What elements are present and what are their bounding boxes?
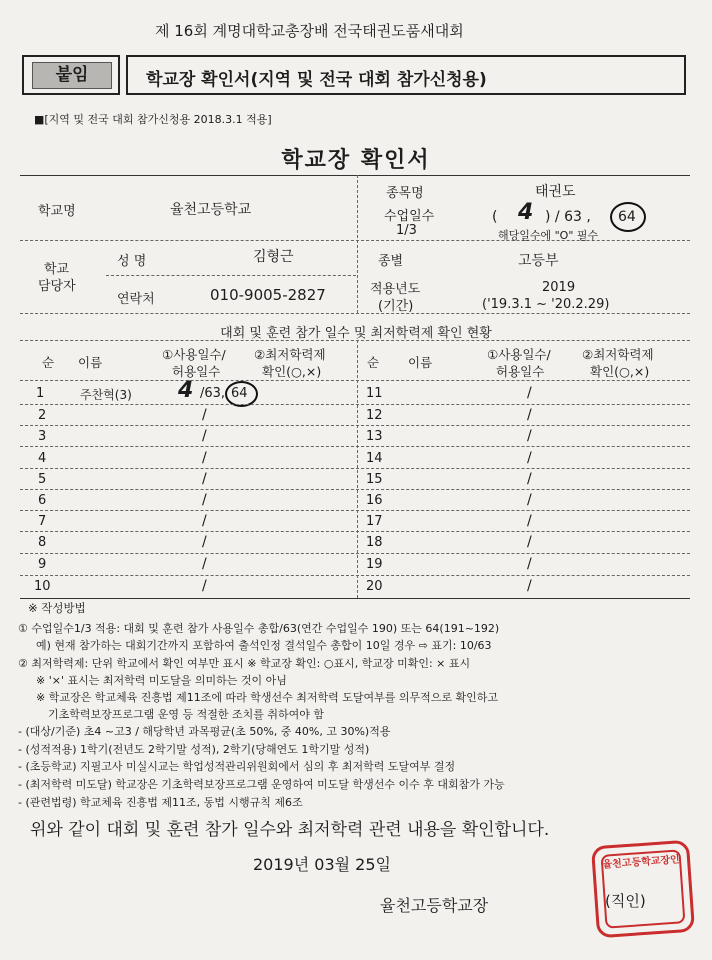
slash-mark: /: [202, 492, 207, 508]
slash-mark: /: [527, 450, 532, 466]
manager-label: 학교: [44, 262, 70, 277]
row-number: 14: [366, 451, 383, 466]
col-name: 이름: [408, 355, 433, 370]
row-divider: [20, 510, 690, 511]
row-divider: [20, 575, 690, 576]
official-seal: [591, 840, 695, 939]
col-days: ①사용일수/: [162, 347, 226, 362]
page-title: 학교장 확인서: [281, 148, 431, 173]
slash-mark: /: [527, 578, 532, 594]
year-label-sub: (기간): [378, 299, 414, 314]
row-divider: [20, 404, 690, 405]
col-days-sub: 허용일수: [496, 364, 545, 379]
table-top-border: [20, 175, 690, 176]
used-days: /63,: [200, 386, 226, 401]
athlete-name: 주찬혁(3): [80, 388, 132, 402]
row-divider: [20, 468, 690, 469]
slash-mark: /: [202, 407, 207, 423]
year-value: 2019: [542, 280, 576, 295]
document-heading-box: [126, 55, 686, 95]
slash-mark: /: [527, 471, 532, 487]
application-note: ■[지역 및 전국 대회 참가신청용 2018.3.1 적용]: [34, 113, 272, 126]
instruction-line: - (관련법령) 학교체육 진흥법 제11조, 동법 시행규칙 제6조: [18, 796, 303, 809]
slash-mark: /: [527, 492, 532, 508]
row-number: 12: [366, 408, 383, 423]
school-label: 학교명: [38, 204, 76, 219]
table-divider: [20, 340, 690, 341]
row-number: 6: [38, 493, 47, 508]
seal-mark: (직인): [605, 892, 646, 910]
row-number: 8: [38, 535, 47, 550]
col-min: ②최저학력제: [582, 347, 654, 362]
row-divider: [20, 553, 690, 554]
instruction-line: - (초등학교) 지필고사 미실시교는 학업성적관리위원회에서 심의 후 최저학력 도달여부 결정: [18, 760, 456, 773]
instruction-line: 기초학력보장프로그램 운영 등 적절한 조치를 취하여야 함: [48, 708, 325, 721]
seal-text: 율천고등학교장인: [602, 854, 681, 871]
instruction-line: - (대상/기준) 초4 ~고3 / 해당학년 과목평균(초 50%, 중 40%, 고 30%)적용: [18, 725, 391, 738]
name-value: 김형근: [253, 249, 294, 265]
instruction-line: ※ '×' 표시는 최저학력 미도달을 의미하는 것이 아님: [36, 674, 287, 687]
col-name: 이름: [78, 355, 103, 370]
col-min-sub: 확인(○,×): [262, 364, 322, 379]
table-bottom-border: [20, 598, 690, 599]
instruction-line: ① 수업일수1/3 적용: 대회 및 훈련 참가 사용일수 총합/63(연간 수업일수 190) 또는 64(191~192): [18, 622, 500, 635]
circle-mark: [610, 202, 646, 232]
days-handwritten: 4: [518, 200, 534, 225]
row-number: 2: [38, 408, 47, 423]
slash-mark: /: [202, 428, 207, 444]
year-label: 적용년도: [370, 282, 421, 297]
event-label: 종목명: [386, 186, 424, 201]
event-title: 제 16회 계명대학교총장배 전국태권도품새대회: [155, 22, 464, 40]
slash-mark: /: [202, 578, 207, 594]
row-number: 7: [38, 514, 47, 529]
attachment-label: 붙임: [32, 62, 112, 89]
table-center-divider: [357, 340, 358, 598]
event-value: 태권도: [535, 184, 576, 200]
manager-label: 담당자: [38, 279, 76, 294]
row-number: 20: [366, 579, 383, 594]
row-divider: [20, 425, 690, 426]
slash-mark: /: [527, 556, 532, 572]
col-days-sub: 허용일수: [172, 364, 221, 379]
row-number: 4: [38, 451, 47, 466]
table-header-divider: [20, 380, 690, 381]
period-value: ('19.3.1 ~ '20.2.29): [482, 297, 610, 312]
row-number: 11: [366, 386, 383, 401]
row-number: 10: [34, 579, 51, 594]
name-label: 성 명: [117, 254, 147, 269]
row-number: 17: [366, 514, 383, 529]
row-divider: [20, 489, 690, 490]
table-title: 대회 및 훈련 참가 일수 및 최저학력제 확인 현황: [220, 326, 492, 341]
days-label: 수업일수: [384, 209, 435, 224]
instruction-line: - (최저학력 미도달) 학교장은 기초학력보장프로그램 운영하여 미도달 학생선수 이수 후 대회참가 가능: [18, 778, 505, 791]
instruction-line: ② 최저학력제: 단위 학교에서 확인 여부만 표시 ※ 학교장 확인: ○표시, 학교장 미확인: × 표시: [18, 657, 471, 670]
issue-date: 2019년 03월 25일: [253, 855, 391, 874]
used-days-handwritten: 4: [178, 378, 194, 403]
attachment-badge: [22, 55, 120, 95]
row-divider: [20, 446, 690, 447]
instruction-line: 예) 현재 참가하는 대회기간까지 포함하여 출석인정 결석일수 총합이 10일 경우 ⇨ 표기: 10/63: [36, 639, 492, 652]
info-divider: [20, 313, 690, 314]
principal-name: 율천고등학교장: [380, 896, 489, 915]
days-sub-label: 1/3: [396, 223, 417, 238]
slash-mark: /: [202, 513, 207, 529]
info-divider-inner: [106, 275, 356, 276]
instruction-line: ※ 학교장은 학교체육 진흥법 제11조에 따라 학생선수 최저학력 도달여부를 의무적으로 확인하고: [36, 691, 498, 704]
row-number: 3: [38, 429, 47, 444]
used-days-64: 64: [231, 386, 248, 401]
col-min: ②최저학력제: [254, 347, 326, 362]
type-label: 종별: [378, 254, 404, 269]
row-number: 18: [366, 535, 383, 550]
confirmation-statement: 위와 같이 대회 및 훈련 참가 일수와 최저학력 관련 내용을 확인합니다.: [30, 820, 550, 840]
col-no: 순: [42, 355, 55, 370]
col-min-sub: 확인(○,×): [590, 364, 650, 379]
slash-mark: /: [527, 428, 532, 444]
slash-mark: /: [202, 471, 207, 487]
row-number: 5: [38, 472, 47, 487]
col-days: ①사용일수/: [487, 347, 551, 362]
contact-label: 연락처: [117, 292, 155, 307]
slash-mark: /: [527, 385, 532, 401]
slash-mark: /: [202, 534, 207, 550]
days-value-64: 64: [618, 209, 636, 225]
days-open: (: [492, 209, 498, 225]
row-number: 15: [366, 472, 383, 487]
slash-mark: /: [527, 513, 532, 529]
slash-mark: /: [527, 407, 532, 423]
row-number: 1: [36, 386, 45, 401]
info-vertical-divider: [357, 175, 358, 313]
row-number: 9: [38, 557, 47, 572]
row-number: 13: [366, 429, 383, 444]
type-value: 고등부: [518, 253, 559, 269]
instructions-heading: ※ 작성방법: [28, 601, 86, 615]
slash-mark: /: [202, 556, 207, 572]
slash-mark: /: [202, 450, 207, 466]
row-divider: [20, 531, 690, 532]
row-number: 16: [366, 493, 383, 508]
instruction-line: - (성적적용) 1학기(전년도 2학기말 성적), 2학기(당해연도 1학기말 성적): [18, 743, 370, 756]
days-note: 해당일수에 "O" 필수: [498, 229, 599, 242]
col-no: 순: [367, 355, 380, 370]
document-heading: 학교장 확인서(지역 및 전국 대회 참가신청용): [146, 70, 487, 90]
contact-value: 010-9005-2827: [210, 286, 326, 304]
slash-mark: /: [527, 534, 532, 550]
days-value: ) / 63 ,: [545, 209, 591, 225]
row-number: 19: [366, 557, 383, 572]
school-value: 율천고등학교: [170, 202, 252, 218]
